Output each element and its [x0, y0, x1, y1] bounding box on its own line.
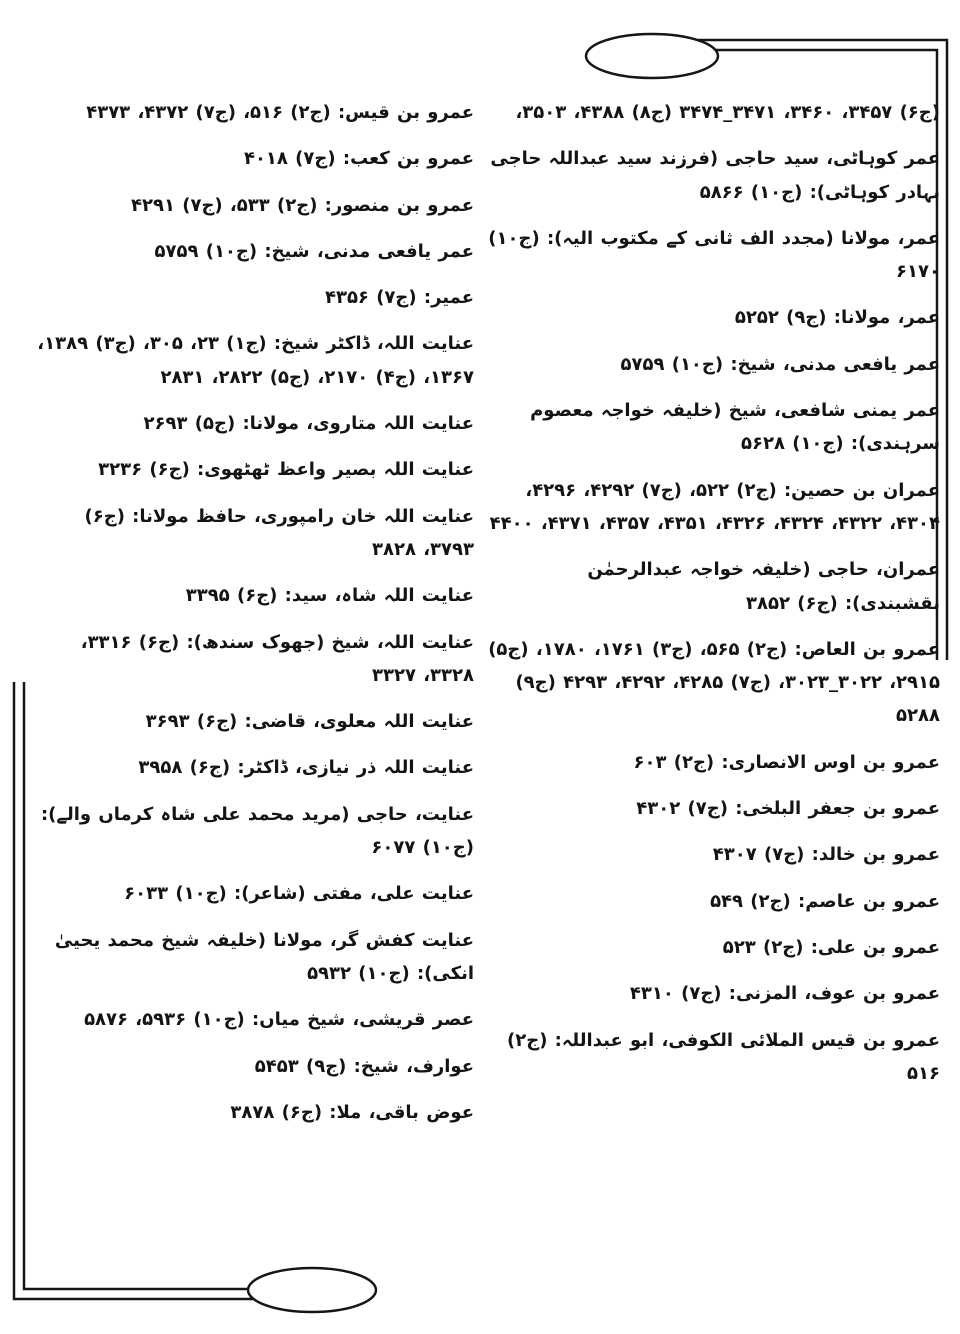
index-entry: عنایت اللہ ذر نیازی، ڈاکٹر: (ج۶) ۳۹۵۸: [138, 757, 474, 779]
index-entry: عنایت اللہ شاہ، سید: (ج۶) ۳۳۹۵: [185, 585, 474, 607]
index-entry: عمر یافعی مدنی، شیخ: (ج۱۰) ۵۷۵۹: [154, 240, 474, 262]
index-entry: عمرو بن عوف، المزنی: (ج۷) ۴۳۱۰: [629, 983, 940, 1005]
index-column-right: [488, 96, 940, 1103]
ornament-oval-top: [586, 34, 718, 78]
index-entry: (ج۶) ۳۴۵۷، ۳۴۶۰، ۳۴۷۱_۳۴۷۴ (ج۸) ۴۳۸۸، ۳۵۰۳،: [515, 102, 940, 123]
index-entry: عنایت اللہ خان رامپوری، حافظ مولانا: (ج۶) ۳۷۹۳، ۳۸۲۸: [84, 505, 474, 560]
index-entry: عمرو بن قیس: (ج۲) ۵۱۶، (ج۷) ۴۳۷۲، ۴۳۷۳: [86, 102, 474, 123]
index-entry: عمرو بن منصور: (ج۲) ۵۳۳، (ج۷) ۴۲۹۱: [130, 194, 474, 216]
index-entry: عوارف، شیخ: (ج۹) ۵۴۵۳: [254, 1055, 474, 1077]
index-entry: عمرو بن اوس الانصاری: (ج۲) ۶۰۳: [633, 751, 940, 773]
index-entry: عمر، مولانا (مجدد الف ثانی کے مکتوب الیہ): (ج۱۰) ۶۱۷۰: [488, 227, 940, 283]
index-entry: عمیر: (ج۷) ۴۳۵۶: [324, 287, 474, 309]
index-entry: عمر یمنی شافعی، شیخ (خلیفہ خواجہ معصوم سرہندی): (ج۱۰) ۵۶۲۸: [530, 400, 940, 455]
ornament-oval-bottom: [248, 1268, 376, 1312]
index-entry: عمران، حاجی (خلیفہ خواجہ عبدالرحمٰن نقشبندی): (ج۶) ۳۸۵۲: [587, 559, 940, 614]
index-entry: عنایت اللہ، شیخ (جھوک سندھ): (ج۶) ۳۳۱۶، ۳۳۲۸، ۳۳۲۷: [80, 631, 474, 686]
index-entry: عوض باقی، ملا: (ج۶) ۳۸۷۸: [230, 1101, 474, 1123]
index-entry: عمرو بن جعفر البلخی: (ج۷) ۴۳۰۲: [636, 798, 940, 820]
index-entry: عنایت کفش گر، مولانا (خلیفہ شیخ محمد یحییٰ انکی): (ج۱۰) ۵۹۳۲: [54, 929, 474, 984]
index-entry: عمرو بن قیس الملائی الکوفی، ابو عبداللہ: (ج۲) ۵۱۶: [506, 1029, 940, 1084]
index-entry: عصر قریشی، شیخ میاں: (ج۱۰) ۵۹۳۶، ۵۸۷۶: [84, 1009, 474, 1031]
index-entry: عنایت، حاجی (مرید محمد علی شاہ کرماں والے): (ج۱۰) ۶۰۷۷: [40, 803, 474, 859]
index-entry: عنایت علی، مفتی (شاعر): (ج۱۰) ۶۰۳۳: [124, 883, 474, 905]
index-entry: عمران بن حصین: (ج۲) ۵۲۲، (ج۷) ۴۲۹۲، ۴۲۹۶، ۴۳۰۴، ۴۳۲۲، ۴۳۲۴، ۴۳۲۶، ۴۳۵۱، ۴۳۵۷، ۴۳۷۱، ۴۴۰۰: [489, 479, 940, 534]
index-entry: عنایت اللہ، ڈاکٹر شیخ: (ج۱) ۲۳، ۳۰۵، (ج۳) ۱۳۸۹، ۱۳۶۷، (ج۴) ۲۱۷۰، (ج۵) ۲۸۲۲، ۲۸۳۱: [37, 333, 474, 388]
index-entry: عمر، مولانا: (ج۹) ۵۲۵۲: [734, 307, 940, 329]
index-entry: عمرو بن علی: (ج۲) ۵۲۳: [722, 936, 940, 958]
index-entry: عنایت اللہ بصیر واعظ ٹھٹھوی: (ج۶) ۳۲۳۶: [98, 459, 474, 481]
index-entry: عمرو بن العاص: (ج۲) ۵۶۵، (ج۳) ۱۷۶۱، ۱۷۸۰، (ج۵) ۲۹۱۵، ۳۰۲۲_۳۰۲۳، (ج۷) ۴۲۸۵، ۴۲۹۲، ۴۲۹۳ (ج۹) ۵۲۸۸: [488, 638, 940, 727]
index-entry: عنایت اللہ متاروی، مولانا: (ج۵) ۲۶۹۳: [143, 413, 474, 435]
index-entry: عمر یافعی مدنی، شیخ: (ج۱۰) ۵۷۵۹: [620, 353, 940, 375]
index-entry: عنایت اللہ معلوی، قاضی: (ج۶) ۳۶۹۳: [145, 711, 474, 733]
index-column-left: [28, 96, 474, 1142]
index-entry: عمرو بن خالد: (ج۷) ۴۳۰۷: [712, 844, 940, 866]
index-entry: عمرو بن عاصم: (ج۲) ۵۴۹: [710, 890, 940, 912]
index-entry: عمر کوہاٹی، سید حاجی (فرزند سید عبداللہ حاجی بہادر کوہاٹی): (ج۱۰) ۵۸۶۶: [490, 148, 940, 203]
index-entry: عمرو بن کعب: (ج۷) ۴۰۱۸: [243, 148, 474, 170]
